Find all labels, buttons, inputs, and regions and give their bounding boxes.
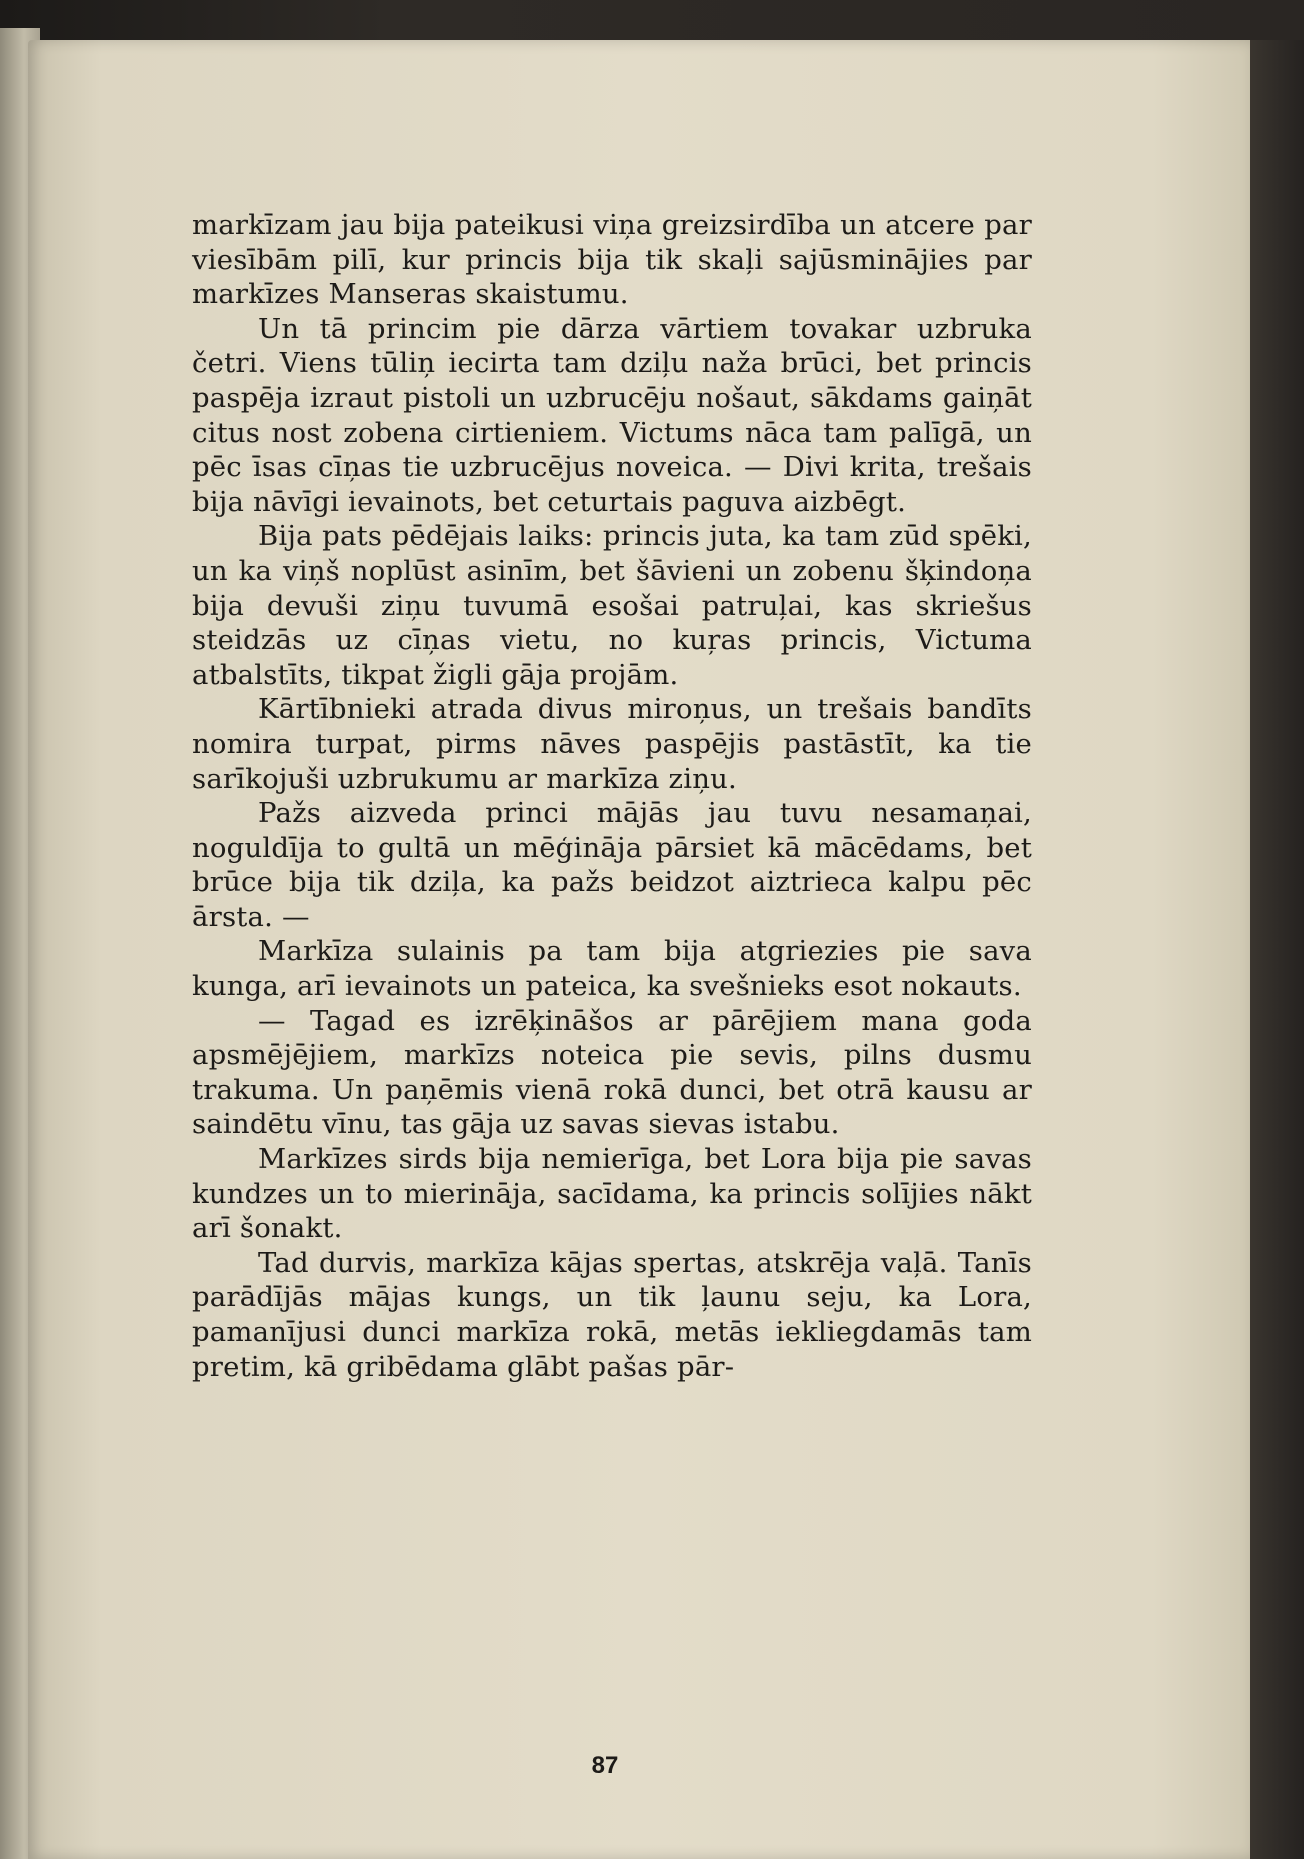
page-text xyxy=(192,208,1032,1384)
paragraph: — Tagad es izrēķināšos ar pārējiem mana goda apsmējējiem, markīzs noteica pie sevis, pilns dusmu trakuma. Un paņēmis vienā rokā dunci, bet otrā kausu ar saindētu vīnu, tas gāja uz savas sievas istabu. xyxy=(192,1004,1032,1141)
paragraph: Markīza sulainis pa tam bija atgriezies pie sava kunga, arī ievainots un pateica, ka svešnieks esot nokauts. xyxy=(192,935,1032,1003)
paragraph: Pažs aizveda princi mājās jau tuvu nesamaņai, noguldīja to gultā un mēģināja pārsiet kā mācēdams, bet brūce bija tik dziļa, ka pažs beidzot aiztrieca kalpu pēc ārsta. — xyxy=(192,797,1032,933)
paragraph: Kārtībnieki atrada divus miroņus, un trešais bandīts nomira turpat, pirms nāves paspējis pastāstīt, ka tie sarīkojuši uzbrukumu ar markīza ziņu. xyxy=(192,693,1032,795)
book-spine-edge xyxy=(1250,40,1304,1859)
paragraph: Un tā princim pie dārza vārtiem tovakar uzbruka četri. Viens tūliņ iecirta tam dziļu naža brūci, bet princis paspēja izraut pistoli un uzbrucēju nošaut, sākdams gaiņāt citus nost zobena cirtieniem. Victums nāca tam palīgā, un pēc īsas cīņas tie uzbrucējus noveica. — Divi krita, trešais bija nāvīgi ievainots, bet ceturtais paguva aizbēgt. xyxy=(192,312,1032,518)
page-number: 87 xyxy=(591,1752,619,1779)
paragraph: Tad durvis, markīza kājas spertas, atskrēja vaļā. Tanīs parādījās mājas kungs, un tik ļaunu seju, ka Lora, pamanījusi dunci markīza rokā, metās iekliegdamās tam pretim, kā gribēdama glābt pašas pār- xyxy=(192,1246,1032,1383)
paragraph: Bija pats pēdējais laiks: princis juta, ka tam zūd spēki, un ka viņš noplūst asinīm, bet šāvieni un zobenu šķindoņa bija devuši ziņu tuvumā esošai patruļai, kas skriešus steidzās uz cīņas vietu, no kuŗas princis, Victuma atbalstīts, tikpat žigli gāja projām. xyxy=(192,520,1032,691)
paragraph: Markīzes sirds bija nemierīga, bet Lora bija pie savas kundzes un to mierināja, sacīdama, ka princis solījies nākt arī šonakt. xyxy=(192,1143,1032,1245)
paragraph: markīzam jau bija pateikusi viņa greizsirdība un atcere par viesībām pilī, kur princis bija tik skaļi sajūsminājies par markīzes Manseras skaistumu. xyxy=(192,209,1032,311)
